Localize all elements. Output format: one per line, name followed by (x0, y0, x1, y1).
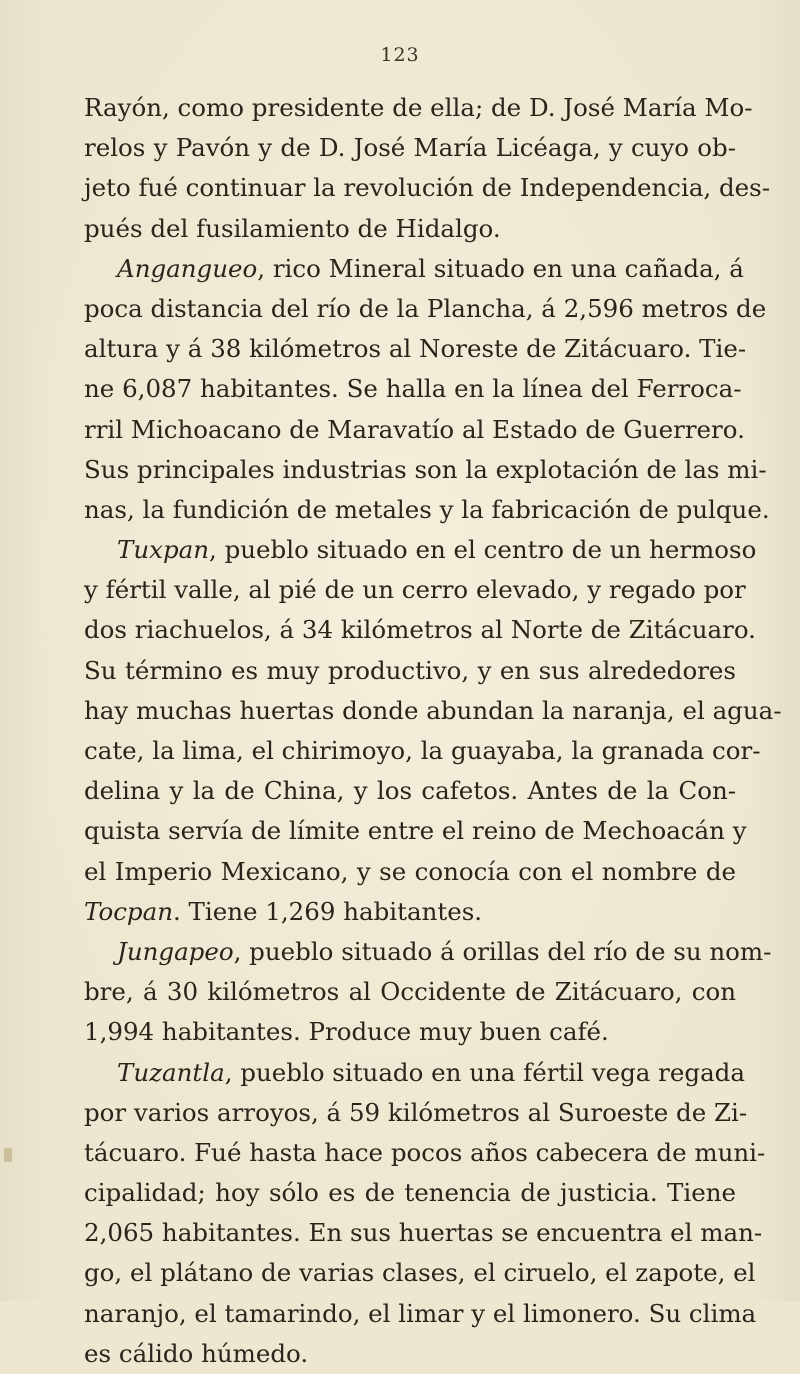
place-name-italic: Tocpan (84, 896, 173, 926)
text-line (84, 771, 736, 811)
line-text: Sus principales industrias son la explotación de las mi- (84, 454, 767, 484)
text-line (84, 852, 736, 892)
place-name-italic: Jungapeo (117, 936, 234, 966)
text-line (84, 570, 746, 610)
line-text: . Tiene 1,269 habitantes. (172, 896, 483, 926)
text-line (84, 1334, 736, 1374)
line-text: 2,065 habitantes. En sus huertas se encuentra el man- (84, 1218, 763, 1248)
line-text: relos y Pavón y de D. José María Licéaga, y cuyo ob- (84, 133, 736, 163)
line-text: el Imperio Mexicano, y se conocía con el nombre de (84, 856, 736, 886)
text-line (84, 651, 736, 691)
line-text: por varios arroyos, á 59 kilómetros al Suroeste de Zi- (84, 1097, 748, 1127)
text-line (84, 128, 736, 168)
line-text: jeto fué continuar la revolución de Independencia, des- (84, 173, 771, 203)
text-line (84, 369, 742, 409)
line-text: rril Michoacano de Maravatío al Estado de Guerrero. (84, 414, 745, 444)
text-line (84, 450, 767, 490)
paragraph-start-line (84, 1053, 745, 1093)
paragraph-start-line (84, 249, 744, 289)
line-text: es cálido húmedo. (84, 1338, 309, 1368)
text-line (84, 1173, 736, 1213)
line-text: ne 6,087 habitantes. Se halla en la línea del Ferroca- (84, 374, 742, 404)
line-text: Su término es muy productivo, y en sus alrededores (84, 655, 736, 685)
text-line (84, 731, 761, 771)
line-text: , pueblo situado en una fértil vega regada (224, 1057, 745, 1087)
place-name-italic: Tuxpan (117, 535, 210, 565)
line-text: delina y la de China, y los cafetos. Antes de la Con- (84, 776, 736, 806)
text-line (84, 1253, 756, 1293)
text-line (84, 610, 756, 650)
line-text: 1,994 habitantes. Produce muy buen café. (84, 1017, 609, 1047)
line-text: , rico Mineral situado en una cañada, á (257, 253, 744, 283)
line-text: poca distancia del río de la Plancha, á 2,596 metros de (84, 293, 767, 323)
page-number: 123 (380, 44, 420, 66)
line-text: naranjo, el tamarindo, el limar y el limonero. Su clima (84, 1298, 757, 1328)
line-text: quista servía de límite entre el reino de Mechoacán y (84, 816, 747, 846)
text-line (84, 892, 736, 932)
text-line (84, 1012, 736, 1052)
text-line (84, 691, 782, 731)
text-line (84, 209, 736, 249)
text-line (84, 1294, 757, 1334)
text-line (84, 1093, 748, 1133)
line-text: go, el plátano de varias clases, el ciruelo, el zapote, el (84, 1258, 756, 1288)
text-line (84, 972, 736, 1012)
line-text: pués del fusilamiento de Hidalgo. (84, 213, 501, 243)
line-text: hay muchas huertas donde abundan la naranja, el agua- (84, 695, 782, 725)
text-line (84, 1133, 766, 1173)
line-text: cipalidad; hoy sólo es de tenencia de justicia. Tiene (84, 1178, 736, 1208)
paragraph-start-line (84, 932, 772, 972)
line-text: altura y á 38 kilómetros al Noreste de Zitácuaro. Tie- (84, 334, 747, 364)
text-line (84, 329, 747, 369)
line-text: tácuaro. Fué hasta hace pocos años cabecera de muni- (84, 1137, 766, 1167)
line-text: Rayón, como presidente de ella; de D. José María Mo- (84, 93, 753, 122)
line-text: nas, la fundición de metales y la fabricación de pulque. (84, 494, 770, 524)
line-text: , pueblo situado en el centro de un hermoso (209, 535, 757, 565)
text-line (84, 410, 745, 450)
text-line (84, 1213, 763, 1253)
line-text: y fértil valle, al pié de un cerro elevado, y regado por (84, 575, 746, 605)
place-name-italic: Angangueo (117, 253, 258, 283)
text-line (84, 88, 753, 128)
text-line (84, 490, 770, 530)
text-line (84, 168, 771, 208)
paper-blemish (4, 1148, 12, 1162)
text-line (84, 811, 747, 851)
line-text: cate, la lima, el chirimoyo, la guayaba, la granada cor- (84, 736, 761, 765)
place-name-italic: Tuzantla (117, 1057, 225, 1087)
line-text: dos riachuelos, á 34 kilómetros al Norte de Zitácuaro. (84, 615, 756, 645)
line-text: bre, á 30 kilómetros al Occidente de Zitácuaro, con (84, 977, 736, 1007)
paragraph-start-line (84, 530, 757, 570)
text-line (84, 289, 767, 329)
line-text: , pueblo situado á orillas del río de su nom- (233, 936, 772, 966)
body-text (84, 88, 782, 1374)
